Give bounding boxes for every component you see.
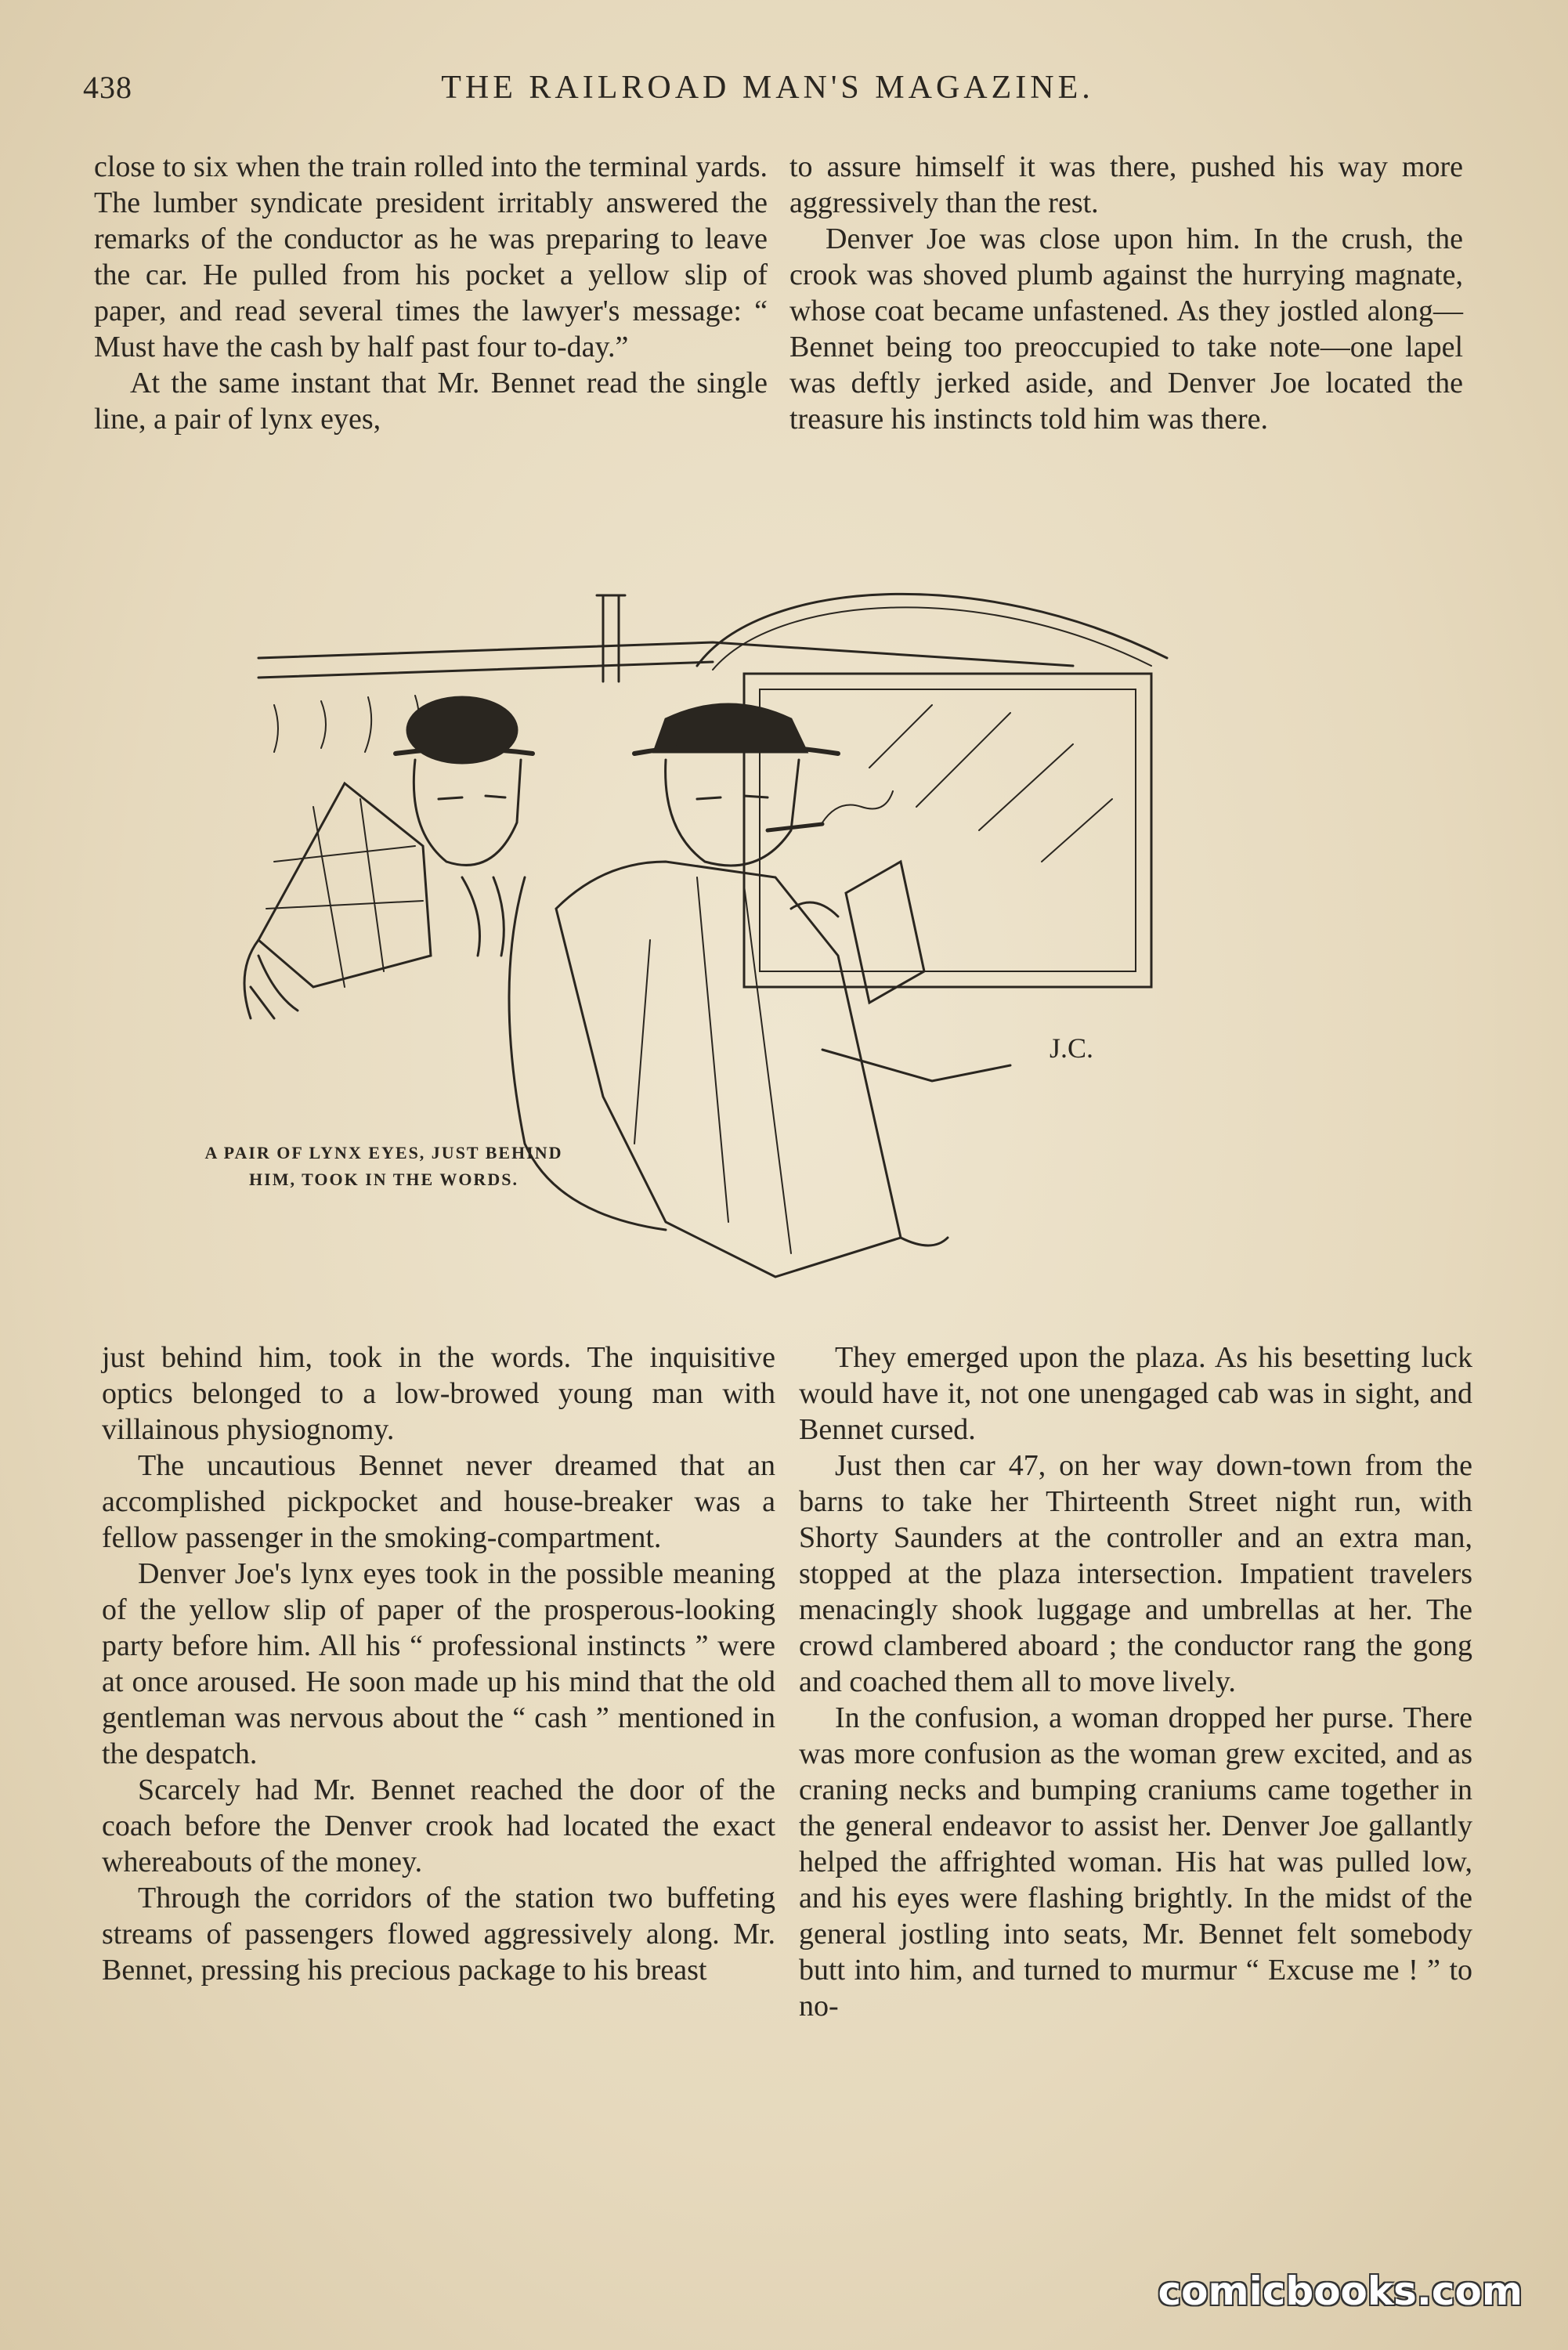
paragraph: just behind him, took in the words. The inquisitive optics belonged to a low-browed young man with villainous physiognomy. xyxy=(102,1341,775,1446)
illustration-caption xyxy=(117,1140,650,1193)
paragraph: close to six when the train rolled into the terminal yards. The lumber syndicate president irritably answered the remarks of the conductor as he was preparing to leave the car. He pulled from his pocket a yellow slip of paper, and read several times the lawyer's message: “ Must have the cash by half past four to-day.” xyxy=(94,150,768,363)
paragraph: Scarcely had Mr. Bennet reached the door of the coach before the Denver crook had located the exact whereabouts of the money. xyxy=(102,1773,775,1878)
artist-signature: J.C. xyxy=(1050,1032,1094,1064)
paragraph: Denver Joe was close upon him. In the crush, the crook was shoved plumb against the hurrying magnate, whose coat became unfastened. As they jostled along—Bennet being too preoccupied to take note—one lapel was deftly jerked aside, and Denver Joe located the treasure his instincts told him was there. xyxy=(789,222,1463,436)
paragraph: Through the corridors of the station two buffeting streams of passengers flowed aggressively along. Mr. Bennet, pressing his precious package to his breast xyxy=(102,1882,775,1987)
bottom-right-column xyxy=(799,1340,1472,2024)
top-right-column xyxy=(789,149,1463,437)
paragraph: The uncautious Bennet never dreamed that an accomplished pickpocket and house-breaker was a fellow passenger in the smoking-compartment. xyxy=(102,1449,775,1554)
paragraph: Just then car 47, on her way down-town from the barns to take her Thirteenth Street night run, with Shorty Saunders at the controller and an extra man, stopped at the plaza intersection. Impatient travelers menacingly shook luggage and umbrellas at her. The crowd clambered aboard ; the conductor rang the gong and coached them all to move lively. xyxy=(799,1449,1472,1698)
paragraph: to assure himself it was there, pushed his way more aggressively than the rest. xyxy=(789,150,1463,219)
paragraph: Denver Joe's lynx eyes took in the possible meaning of the yellow slip of paper of the prosperous-looking party before him. All his “ professional instincts ” were at once aroused. He soon made up his mind that the old gentleman was nervous about the “ cash ” mentioned in the despatch. xyxy=(102,1557,775,1770)
paragraph: In the confusion, a woman dropped her purse. There was more confusion as the woman grew excited, and as craning necks and bumping craniums came together in the general endeavor to assist her. Denver Joe gallantly helped the affrighted woman. His hat was pulled low, and his eyes were flashing brightly. In the midst of the general jostling into seats, Mr. Bennet felt somebody butt into him, and turned to murmur “ Excuse me ! ” to no- xyxy=(799,1701,1472,2023)
bottom-left-column xyxy=(102,1340,775,1988)
paragraph: They emerged upon the plaza. As his besetting luck would have it, not one unengaged cab was in sight, and Bennet cursed. xyxy=(799,1341,1472,1446)
caption-line-2: HIM, TOOK IN THE WORDS. xyxy=(249,1170,518,1189)
top-left-column xyxy=(94,149,768,437)
watermark: comicbooks.com xyxy=(1158,2269,1523,2314)
paragraph: At the same instant that Mr. Bennet read the single line, a pair of lynx eyes, xyxy=(94,367,768,436)
running-title: THE RAILROAD MAN'S MAGAZINE. xyxy=(441,70,1094,106)
page-number: 438 xyxy=(83,70,132,105)
caption-line-1: A PAIR OF LYNX EYES, JUST BEHIND xyxy=(204,1143,563,1162)
